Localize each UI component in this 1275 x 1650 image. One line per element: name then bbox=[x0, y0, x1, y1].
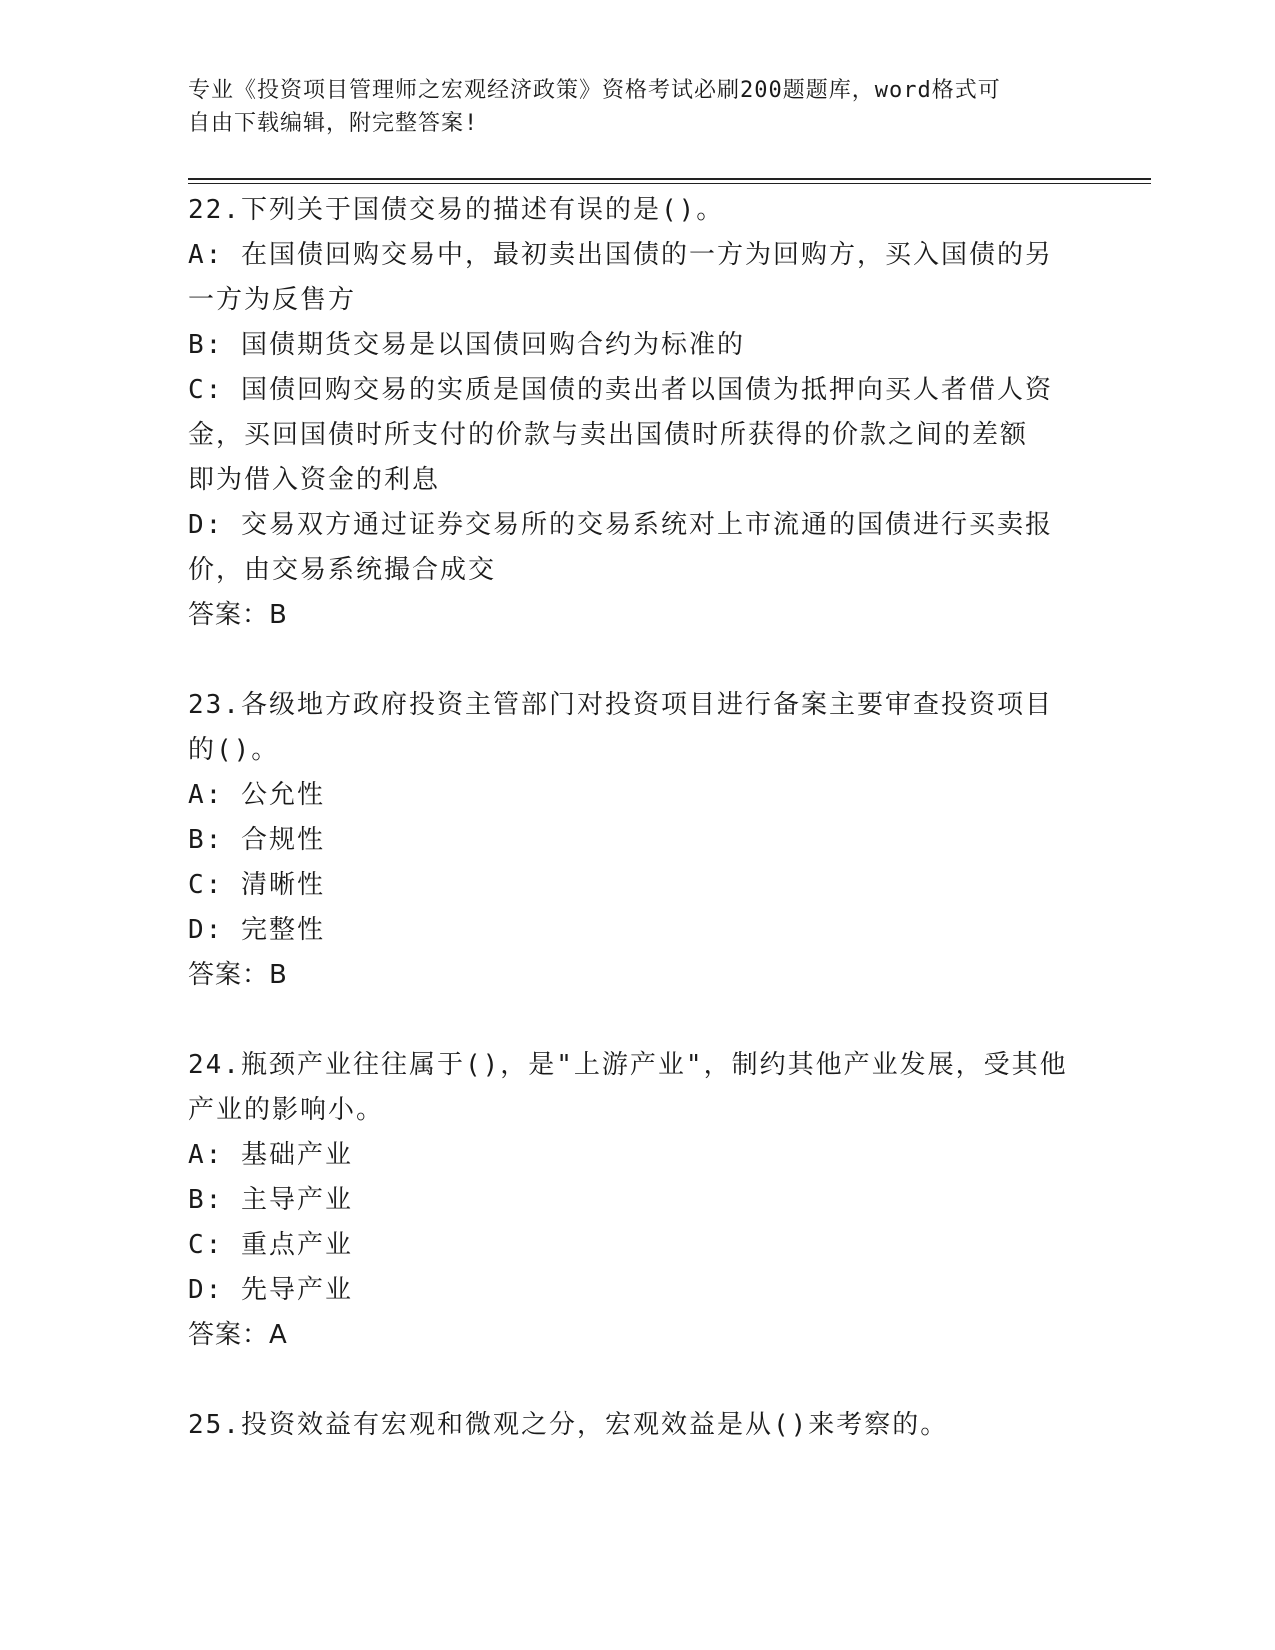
question-stem-line: 25.投资效益有宏观和微观之分，宏观效益是从()来考察的。 bbox=[188, 1410, 949, 1440]
question-block bbox=[188, 1403, 1088, 1448]
header-line-1: 专业《投资项目管理师之宏观经济政策》资格考试必刷200题题库，word格式可 bbox=[188, 78, 1001, 103]
option-line: B: 国债期货交易是以国债回购合约为标准的 bbox=[188, 330, 745, 360]
question-list bbox=[188, 188, 1088, 1493]
document-header bbox=[188, 74, 1068, 140]
option-line: D: 先导产业 bbox=[188, 1275, 353, 1305]
option-line: C: 重点产业 bbox=[188, 1230, 353, 1260]
answer-line: 答案：B bbox=[188, 960, 288, 990]
header-line-2: 自由下载编辑，附完整答案! bbox=[188, 111, 479, 136]
question-block bbox=[188, 683, 1088, 998]
question-stem-line: 23.各级地方政府投资主管部门对投资项目进行备案主要审查投资项目 bbox=[188, 690, 1053, 720]
answer-line: 答案：B bbox=[188, 600, 288, 630]
question-stem-line: 24.瓶颈产业往往属于()，是"上游产业"，制约其他产业发展，受其他 bbox=[188, 1050, 1068, 1080]
option-line: C: 清晰性 bbox=[188, 870, 325, 900]
option-line: A: 在国债回购交易中，最初卖出国债的一方为回购方，买入国债的另 bbox=[188, 240, 1053, 270]
option-line: D: 完整性 bbox=[188, 915, 325, 945]
option-line: A: 公允性 bbox=[188, 780, 325, 810]
question-block bbox=[188, 1043, 1088, 1358]
question-stem-line: 22.下列关于国债交易的描述有误的是()。 bbox=[188, 195, 725, 225]
header-divider-thick bbox=[188, 178, 1151, 180]
option-line: 价，由交易系统撮合成交 bbox=[188, 555, 497, 585]
option-line: B: 主导产业 bbox=[188, 1185, 353, 1215]
option-line: D: 交易双方通过证券交易所的交易系统对上市流通的国债进行买卖报 bbox=[188, 510, 1053, 540]
option-line: C: 国债回购交易的实质是国债的卖出者以国债为抵押向买人者借人资 bbox=[188, 375, 1053, 405]
option-line: 一方为反售方 bbox=[188, 285, 357, 315]
option-line: A: 基础产业 bbox=[188, 1140, 353, 1170]
option-line: 即为借入资金的利息 bbox=[188, 465, 441, 495]
header-divider-thin bbox=[188, 183, 1151, 184]
option-line: B: 合规性 bbox=[188, 825, 325, 855]
question-stem-line: 的()。 bbox=[188, 735, 280, 765]
answer-line: 答案：A bbox=[188, 1320, 288, 1350]
option-line: 金，买回国债时所支付的价款与卖出国债时所获得的价款之间的差额 bbox=[188, 420, 1029, 450]
question-block bbox=[188, 188, 1088, 638]
question-stem-line: 产业的影响小。 bbox=[188, 1095, 385, 1125]
